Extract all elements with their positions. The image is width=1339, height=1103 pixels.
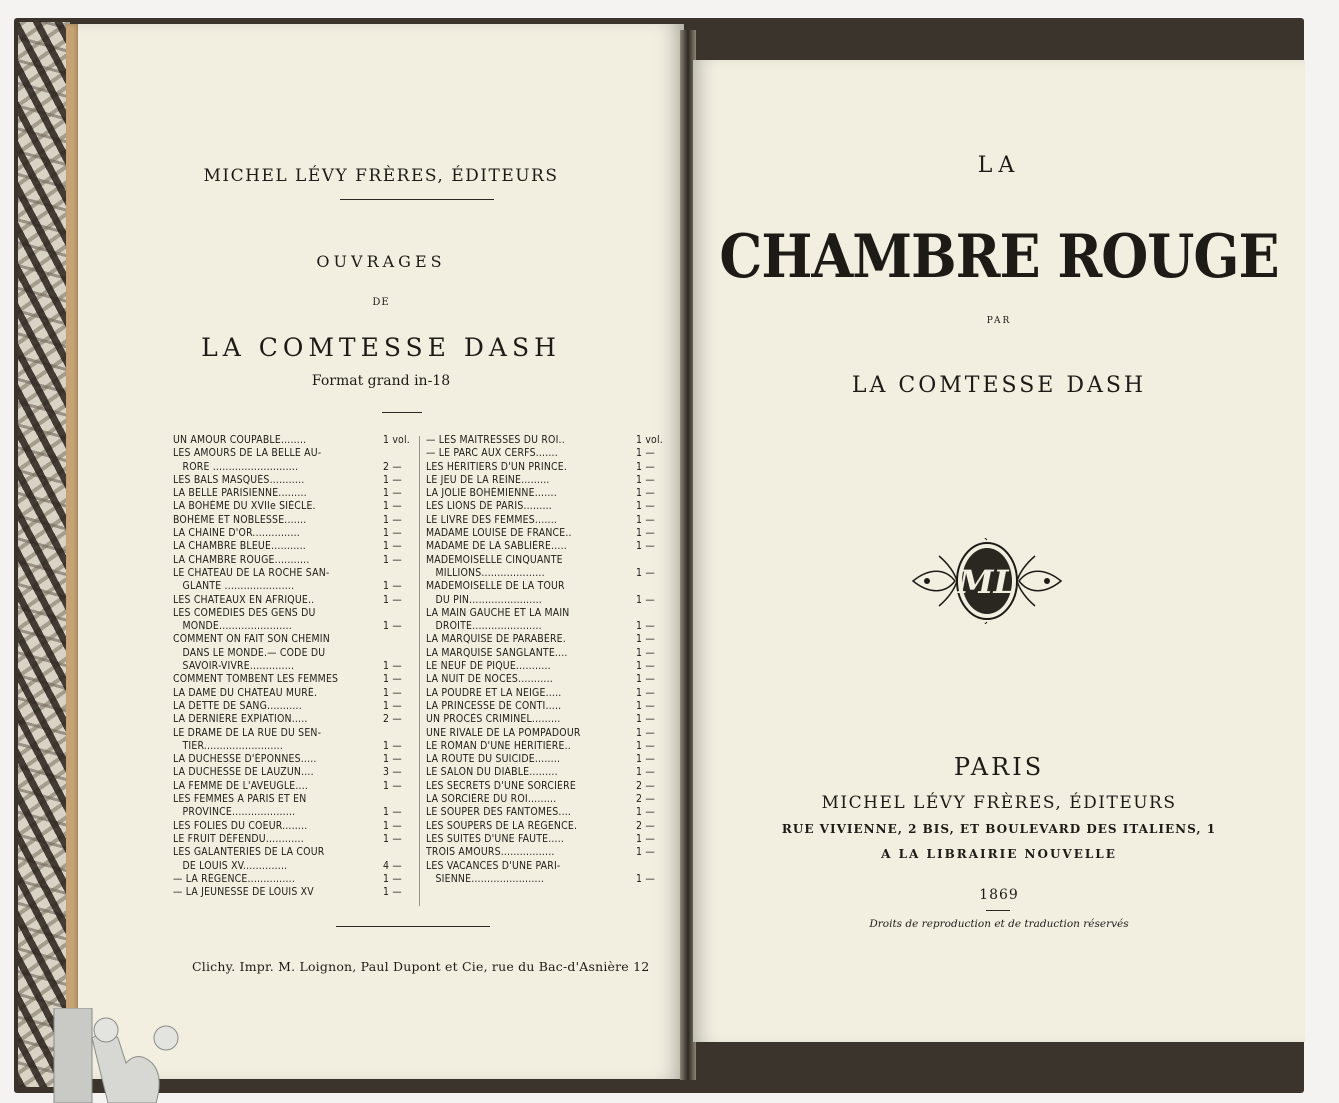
- metal-page-clip: [48, 1008, 188, 1103]
- volume-count: 1 —: [383, 806, 402, 819]
- work-title: GLANTE ......................: [173, 580, 295, 593]
- volume-count: 1 —: [383, 487, 402, 500]
- volume-count: 3 —: [383, 766, 402, 779]
- work-entry: [173, 594, 413, 607]
- work-title: LA MARQUISE SANGLANTE....: [426, 646, 568, 659]
- city: PARIS: [953, 753, 1045, 781]
- work-entry: [426, 687, 666, 700]
- volume-count: 1 —: [636, 766, 655, 779]
- volume-count: 2 —: [636, 793, 655, 806]
- work-title: LA DERNIÈRE EXPIATION.....: [173, 713, 308, 726]
- volume-count: 1 —: [636, 460, 655, 473]
- work-title: LES SECRETS D'UNE SORCIÈRE: [426, 779, 576, 792]
- work-title: LA DUCHESSE DE LAUZUN....: [173, 766, 314, 779]
- volume-count: 1 —: [636, 447, 655, 460]
- work-entry: [173, 806, 413, 819]
- work-title: LE CHATEAU DE LA ROCHE SAN-: [173, 566, 330, 579]
- work-entry: [426, 633, 666, 646]
- work-entry: [173, 474, 413, 487]
- volume-count: 1 —: [636, 593, 655, 606]
- volume-count: 1 —: [383, 832, 402, 845]
- work-entry: [426, 474, 666, 487]
- work-title: LES HÉRITIERS D'UN PRINCE.: [426, 460, 568, 473]
- work-title: LA BELLE PARISIENNE.........: [173, 487, 307, 500]
- work-title: DU PIN.......................: [426, 593, 542, 606]
- work-title: DE LOUIS XV..............: [173, 859, 288, 872]
- volume-count: 1 —: [383, 553, 402, 566]
- work-title: COMMENT ON FAIT SON CHEMIN: [173, 633, 330, 646]
- work-entry: [426, 447, 666, 460]
- works-column-1: [173, 434, 413, 899]
- work-entry: [426, 554, 666, 567]
- publisher-name: MICHEL LÉVY FRÈRES, ÉDITEURS: [821, 793, 1177, 813]
- work-entry: [173, 447, 413, 460]
- work-title: LA SORCIÈRE DU ROI.........: [426, 793, 557, 806]
- work-entry: [173, 620, 413, 633]
- volume-count: 1 —: [636, 633, 655, 646]
- volume-count: 1 vol.: [636, 434, 663, 446]
- work-title: LA JOLIE BOHÉMIENNE.......: [426, 487, 557, 500]
- book-title: CHAMBRE ROUGE: [719, 222, 1279, 292]
- work-entry: [173, 766, 413, 779]
- work-entry: [173, 527, 413, 540]
- work-title: TIER.........................: [173, 739, 283, 752]
- volume-count: 1 —: [383, 699, 402, 712]
- work-entry: [426, 660, 666, 673]
- work-entry: [426, 527, 666, 540]
- volume-count: 1 —: [383, 660, 402, 673]
- work-entry: [173, 461, 413, 474]
- publisher-header: MICHEL LÉVY FRÈRES, ÉDITEURS: [203, 166, 559, 186]
- work-title: LES GALANTERIES DE LA COUR: [173, 846, 325, 859]
- work-entry: [426, 461, 666, 474]
- work-entry: [426, 793, 666, 806]
- work-title: — LA JEUNESSE DE LOUIS XV: [173, 886, 314, 899]
- volume-count: 1 —: [636, 487, 655, 500]
- work-title: UNE RIVALE DE LA POMPADOUR: [426, 726, 581, 739]
- work-entry: [426, 500, 666, 513]
- volume-count: 1 —: [383, 686, 402, 699]
- volume-count: 1 —: [636, 806, 655, 819]
- header-rule: [340, 199, 494, 200]
- volume-count: 1 —: [383, 527, 402, 540]
- work-entry: [173, 687, 413, 700]
- work-entry: [426, 514, 666, 527]
- left-page: [78, 24, 684, 1079]
- work-title: BOHÈME ET NOBLESSE.......: [173, 513, 307, 526]
- work-entry: [173, 487, 413, 500]
- volume-count: 1 —: [636, 566, 655, 579]
- works-column-2: [426, 434, 666, 886]
- work-title: LES CHATEAUX EN AFRIQUE..: [173, 593, 315, 606]
- work-title: LES SUITES D'UNE FAUTE.....: [426, 832, 565, 845]
- work-entry: [426, 647, 666, 660]
- ouvrages-heading: OUVRAGES: [316, 252, 446, 271]
- volume-count: [636, 554, 666, 567]
- work-title: LES LIONS DE PARIS.........: [426, 500, 552, 513]
- work-title: MADEMOISELLE CINQUANTE: [426, 553, 563, 566]
- volume-count: 1 —: [636, 713, 655, 726]
- work-title: LES BALS MASQUÉS...........: [173, 473, 305, 486]
- work-entry: [173, 713, 413, 726]
- monogram-letters: ML: [958, 563, 1016, 601]
- work-entry: [173, 700, 413, 713]
- work-title: MADAME DE LA SABLIÈRE.....: [426, 540, 567, 553]
- volume-count: 1 —: [636, 646, 655, 659]
- work-title: LES SOUPERS DE LA RÉGENCE.: [426, 819, 578, 832]
- work-entry: [173, 660, 413, 673]
- volume-count: 1 —: [636, 673, 655, 686]
- work-entry: [426, 740, 666, 753]
- work-entry: [426, 833, 666, 846]
- work-entry: [426, 540, 666, 553]
- work-title: LA CHAINE D'OR...............: [173, 527, 300, 540]
- volume-count: 1 —: [383, 739, 402, 752]
- volume-count: 1 —: [636, 527, 655, 540]
- short-rule: [382, 412, 422, 413]
- work-title: MADAME LOUISE DE FRANCE..: [426, 527, 572, 540]
- volume-count: [383, 567, 413, 580]
- volume-count: 2 —: [383, 460, 402, 473]
- volume-count: 1 vol.: [383, 434, 410, 446]
- work-title: LES VACANCES D'UNE PARI-: [426, 859, 561, 872]
- format-note: Format grand in-18: [311, 373, 451, 389]
- work-entry: [426, 780, 666, 793]
- work-entry: [426, 753, 666, 766]
- work-entry: [173, 514, 413, 527]
- volume-count: [383, 727, 413, 740]
- work-entry: [173, 833, 413, 846]
- title-article: LA: [977, 153, 1021, 178]
- work-entry: [426, 806, 666, 819]
- bookshop-line: A LA LIBRAIRIE NOUVELLE: [881, 847, 1117, 861]
- work-title: — LES MAITRESSES DU ROI..: [426, 434, 565, 446]
- work-title: SIENNE.......................: [426, 872, 545, 885]
- work-title: — LE PARC AUX CERFS.......: [426, 447, 558, 460]
- work-title: LA DUCHESSE D'ÉPONNES.....: [173, 753, 317, 766]
- volume-count: 1 —: [636, 832, 655, 845]
- work-entry: [173, 740, 413, 753]
- work-entry: [426, 700, 666, 713]
- work-title: LE SALON DU DIABLE.........: [426, 766, 558, 779]
- work-entry: [173, 567, 413, 580]
- work-title: LES AMOURS DE LA BELLE AU-: [173, 447, 322, 460]
- volume-count: 2 —: [636, 779, 655, 792]
- work-entry: [173, 753, 413, 766]
- volume-count: 1 —: [383, 819, 402, 832]
- column-divider: [419, 436, 420, 906]
- work-title: UN PROCÈS CRIMINEL.........: [426, 713, 561, 726]
- volume-count: 1 —: [636, 739, 655, 752]
- footer-rule: [336, 926, 490, 927]
- work-entry: [173, 860, 413, 873]
- volume-count: 1 —: [636, 753, 655, 766]
- work-title: DANS LE MONDE.— CODE DU: [173, 646, 326, 659]
- work-entry: [173, 820, 413, 833]
- work-title: LA CHAMBRE BLEUE...........: [173, 540, 306, 553]
- work-title: LE FRUIT DÉFENDU............: [173, 832, 304, 845]
- work-entry: [426, 727, 666, 740]
- volume-count: 4 —: [383, 859, 402, 872]
- by-label: PAR: [986, 316, 1012, 326]
- work-entry: [173, 434, 413, 447]
- volume-count: 1 —: [636, 726, 655, 739]
- volume-count: 1 —: [383, 473, 402, 486]
- work-entry: [173, 873, 413, 886]
- work-title: LE ROMAN D'UNE HÉRITIÈRE..: [426, 739, 571, 752]
- volume-count: 1 —: [383, 500, 402, 513]
- volume-count: [636, 860, 666, 873]
- work-title: LA MAIN GAUCHE ET LA MAIN: [426, 606, 570, 619]
- work-entry: [426, 846, 666, 859]
- volume-count: 1 —: [383, 513, 402, 526]
- work-title: LES COMÉDIES DES GENS DU: [173, 606, 316, 619]
- volume-count: 1 —: [636, 473, 655, 486]
- year-rule: [986, 910, 1010, 911]
- work-entry: [426, 607, 666, 620]
- volume-count: [383, 846, 413, 859]
- author-name: LA COMTESSE DASH: [851, 373, 1147, 398]
- work-entry: [173, 846, 413, 859]
- printer-imprint: Clichy. Impr. M. Loignon, Paul Dupont et Cie, rue du Bac-d'Asnière 12: [192, 959, 650, 974]
- preposition-de: DE: [372, 297, 390, 308]
- work-entry: [426, 820, 666, 833]
- work-entry: [173, 580, 413, 593]
- work-title: LA PRINCESSE DE CONTI.....: [426, 699, 562, 712]
- volume-count: [636, 580, 666, 593]
- marbled-endpaper: [18, 22, 70, 1087]
- work-entry: [173, 780, 413, 793]
- work-title: LE JEU DE LA REINE.........: [426, 473, 550, 486]
- work-title: LA DAME DU CHATEAU MURÉ.: [173, 686, 318, 699]
- work-entry: [426, 620, 666, 633]
- work-entry: [426, 580, 666, 593]
- publication-year: 1869: [979, 887, 1019, 903]
- work-title: TROIS AMOURS.................: [426, 846, 555, 859]
- volume-count: 1 —: [383, 540, 402, 553]
- work-entry: [173, 727, 413, 740]
- work-entry: [426, 873, 666, 886]
- volume-count: 1 —: [636, 699, 655, 712]
- work-title: LA POUDRE ET LA NEIGE.....: [426, 686, 562, 699]
- work-title: LE DRAME DE LA RUE DU SEN-: [173, 726, 322, 739]
- volume-count: 2 —: [383, 713, 402, 726]
- publisher-address: RUE VIVIENNE, 2 BIS, ET BOULEVARD DES ITALIENS, 1: [781, 822, 1217, 836]
- work-entry: [173, 886, 413, 899]
- work-entry: [173, 673, 413, 686]
- volume-count: [383, 633, 413, 646]
- right-page: [693, 60, 1305, 1042]
- volume-count: [383, 793, 413, 806]
- volume-count: [636, 607, 666, 620]
- work-entry: [426, 766, 666, 779]
- work-entry: [173, 633, 413, 646]
- volume-count: 1 —: [636, 872, 655, 885]
- work-title: UN AMOUR COUPABLE........: [173, 434, 307, 446]
- work-entry: [173, 647, 413, 660]
- volume-count: 1 —: [636, 660, 655, 673]
- work-title: LA NUIT DE NOCES...........: [426, 673, 553, 686]
- volume-count: 1 —: [383, 872, 402, 885]
- work-entry: [173, 607, 413, 620]
- work-entry: [426, 713, 666, 726]
- work-title: MILLIONS....................: [426, 566, 545, 579]
- volume-count: 1 —: [383, 620, 402, 633]
- work-entry: [426, 434, 666, 447]
- work-title: LE SOUPER DES FANTOMES....: [426, 806, 572, 819]
- volume-count: [383, 447, 413, 460]
- work-title: LE LIVRE DES FEMMES.......: [426, 513, 558, 526]
- work-entry: [173, 554, 413, 567]
- volume-count: 1 —: [383, 779, 402, 792]
- volume-count: 2 —: [636, 819, 655, 832]
- work-title: LES FEMMES A PARIS ET EN: [173, 793, 307, 806]
- volume-count: 1 —: [636, 620, 655, 633]
- work-entry: [426, 487, 666, 500]
- work-title: LA DETTE DE SANG...........: [173, 699, 302, 712]
- rights-notice: Droits de reproduction et de traduction réservés: [869, 918, 1129, 930]
- work-title: MADEMOISELLE DE LA TOUR: [426, 580, 565, 593]
- volume-count: 1 —: [383, 753, 402, 766]
- work-title: LES FOLIES DU COEUR........: [173, 819, 308, 832]
- volume-count: 1 —: [383, 580, 402, 593]
- work-title: LA ROUTE DU SUICIDE........: [426, 753, 561, 766]
- work-entry: [426, 673, 666, 686]
- work-title: SAVOIR-VIVRE..............: [173, 660, 295, 673]
- work-title: COMMENT TOMBENT LES FEMMES: [173, 673, 339, 686]
- volume-count: 1 —: [383, 886, 402, 899]
- work-entry: [426, 567, 666, 580]
- work-entry: [173, 500, 413, 513]
- work-title: PROVINCE....................: [173, 806, 296, 819]
- work-title: LE NEUF DE PIQUE...........: [426, 660, 551, 673]
- volume-count: [383, 647, 413, 660]
- volume-count: 1 —: [383, 673, 402, 686]
- volume-count: 1 —: [636, 540, 655, 553]
- work-title: MONDE.......................: [173, 620, 292, 633]
- volume-count: 1 —: [383, 593, 402, 606]
- volume-count: 1 —: [636, 846, 655, 859]
- work-title: LA BOHÈME DU XVIIe SIÈCLE.: [173, 500, 316, 513]
- volume-count: [383, 607, 413, 620]
- work-title: DROITE......................: [426, 620, 542, 633]
- volume-count: 1 —: [636, 686, 655, 699]
- work-title: LA CHAMBRE ROUGE...........: [173, 553, 310, 566]
- work-entry: [173, 540, 413, 553]
- volume-count: 1 —: [636, 500, 655, 513]
- work-title: LA MARQUISE DE PARABÈRE.: [426, 633, 566, 646]
- work-entry: [426, 594, 666, 607]
- volume-count: 1 —: [636, 513, 655, 526]
- publisher-monogram-emblem: [909, 538, 1065, 624]
- author-heading: LA COMTESSE DASH: [201, 333, 561, 362]
- work-title: LA FEMME DE L'AVEUGLE....: [173, 779, 309, 792]
- work-entry: [173, 793, 413, 806]
- work-title: RORE ...........................: [173, 460, 299, 473]
- work-title: — LA RÉGENCE...............: [173, 872, 296, 885]
- work-entry: [426, 860, 666, 873]
